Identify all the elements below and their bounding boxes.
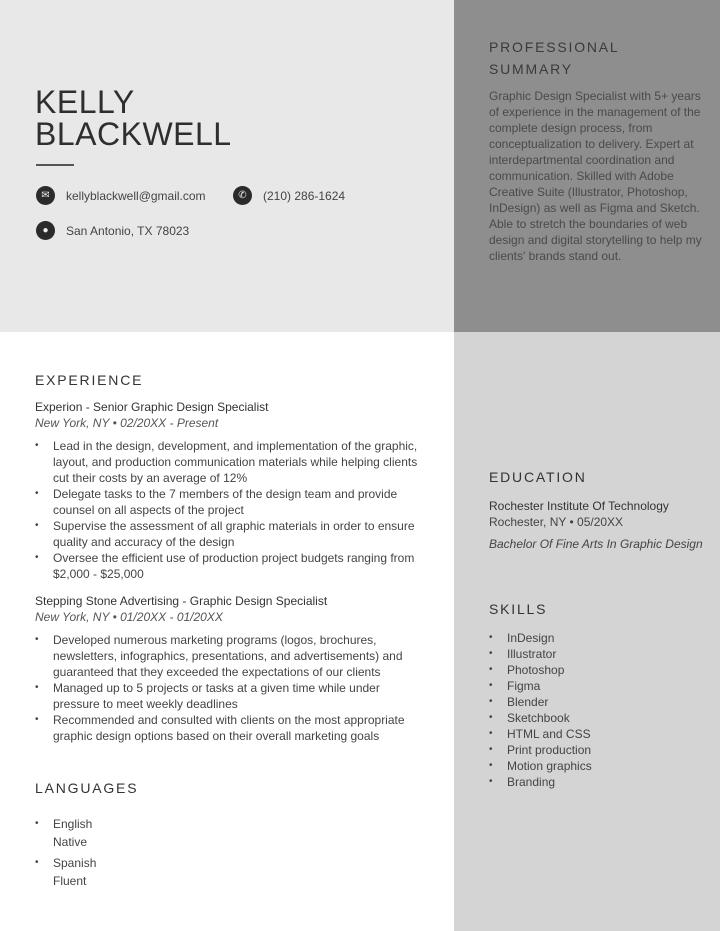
skills-heading: SKILLS xyxy=(489,601,548,617)
skills-section xyxy=(489,598,711,790)
job-entry xyxy=(35,399,427,582)
job-meta: New York, NY • 02/20XX - Present xyxy=(35,416,219,430)
bullet: • Supervise the assessment of all graphic materials in order to ensure quality and accuracy of the design xyxy=(35,518,427,550)
language-item xyxy=(35,815,335,851)
languages-heading: LANGUAGES xyxy=(35,780,139,796)
skill-item: • Illustrator xyxy=(489,646,711,662)
job-entry xyxy=(35,593,427,744)
summary-heading xyxy=(489,36,711,80)
job-meta: New York, NY • 01/20XX - 01/20XX xyxy=(35,610,223,624)
job-title: Stepping Stone Advertising - Graphic Design Specialist xyxy=(35,594,328,608)
bullet: • Lead in the design, development, and implementation of the graphic, layout, and production communication materials while helping clients cut their costs by an average of 12% xyxy=(35,438,427,486)
first-name: KELLY xyxy=(35,84,135,120)
summary-heading-line1: PROFESSIONAL xyxy=(489,39,620,55)
skill-item: • Sketchbook xyxy=(489,710,711,726)
job-title: Experion - Senior Graphic Design Specialist xyxy=(35,400,269,414)
bullet: • Oversee the efficient use of production project budgets ranging from $2,000 - $25,000 xyxy=(35,550,427,582)
experience-heading: EXPERIENCE xyxy=(35,372,144,388)
skill-item: • Photoshop xyxy=(489,662,711,678)
divider xyxy=(36,164,74,166)
summary-heading-line2: SUMMARY xyxy=(489,61,573,77)
job-bullets xyxy=(35,438,427,582)
skill-item: • Print production xyxy=(489,742,711,758)
email-text: kellyblackwell@gmail.com xyxy=(66,188,206,203)
languages-section xyxy=(35,777,335,890)
phone-icon: ✆ xyxy=(233,186,252,205)
school-name: Rochester Institute Of Technology xyxy=(489,499,669,513)
school-meta: Rochester, NY • 05/20XX xyxy=(489,515,624,529)
professional-summary xyxy=(489,36,711,264)
bullet: • Recommended and consulted with clients on the most appropriate graphic design options based on their overall marketing goals xyxy=(35,712,427,744)
experience-section xyxy=(35,369,427,744)
language-name: • Spanish xyxy=(53,856,97,870)
language-level: Fluent xyxy=(53,874,87,888)
language-name: • English xyxy=(53,817,93,831)
bullet: • Managed up to 5 projects or tasks at a given time while under pressure to meet weekly deadlines xyxy=(35,680,427,712)
header-background xyxy=(0,0,454,332)
language-item xyxy=(35,854,335,890)
bullet: • Delegate tasks to the 7 members of the design team and provide counsel on all aspects of the project xyxy=(35,486,427,518)
candidate-name xyxy=(35,86,232,150)
education-heading: EDUCATION xyxy=(489,469,587,485)
email-contact xyxy=(36,186,206,205)
location-text: San Antonio, TX 78023 xyxy=(66,223,190,238)
last-name: BLACKWELL xyxy=(35,116,232,152)
job-bullets xyxy=(35,632,427,744)
summary-text: Graphic Design Specialist with 5+ years of experience in the management of the complete design process, from conceptualization to delivery. Expert at interdepartmental coordination and communication. Skilled with Adobe Creative Suite (Illustrator, Photoshop, InDesign) as well as Figma and Sketch. Able to stretch the boundaries of web design and digital storytelling to help my clients' brands stand out. xyxy=(489,89,702,263)
phone-contact xyxy=(233,186,345,205)
location-contact xyxy=(36,221,189,240)
degree: Bachelor Of Fine Arts In Graphic Design xyxy=(489,537,703,551)
email-icon: ✉ xyxy=(36,186,55,205)
skill-item: • InDesign xyxy=(489,630,711,646)
location-pin-icon: ● xyxy=(36,221,55,240)
skill-item: • Motion graphics xyxy=(489,758,711,774)
language-level: Native xyxy=(53,835,88,849)
skill-item: • HTML and CSS xyxy=(489,726,711,742)
skill-item: • Branding xyxy=(489,774,711,790)
bullet: • Developed numerous marketing programs (logos, brochures, newsletters, infographics, presentations, and advertisements) and guaranteed that they exceeded the expectations of our clients xyxy=(35,632,427,680)
skill-item: • Figma xyxy=(489,678,711,694)
skill-item: • Blender xyxy=(489,694,711,710)
education-section xyxy=(489,466,711,552)
phone-text: (210) 286-1624 xyxy=(263,188,346,203)
